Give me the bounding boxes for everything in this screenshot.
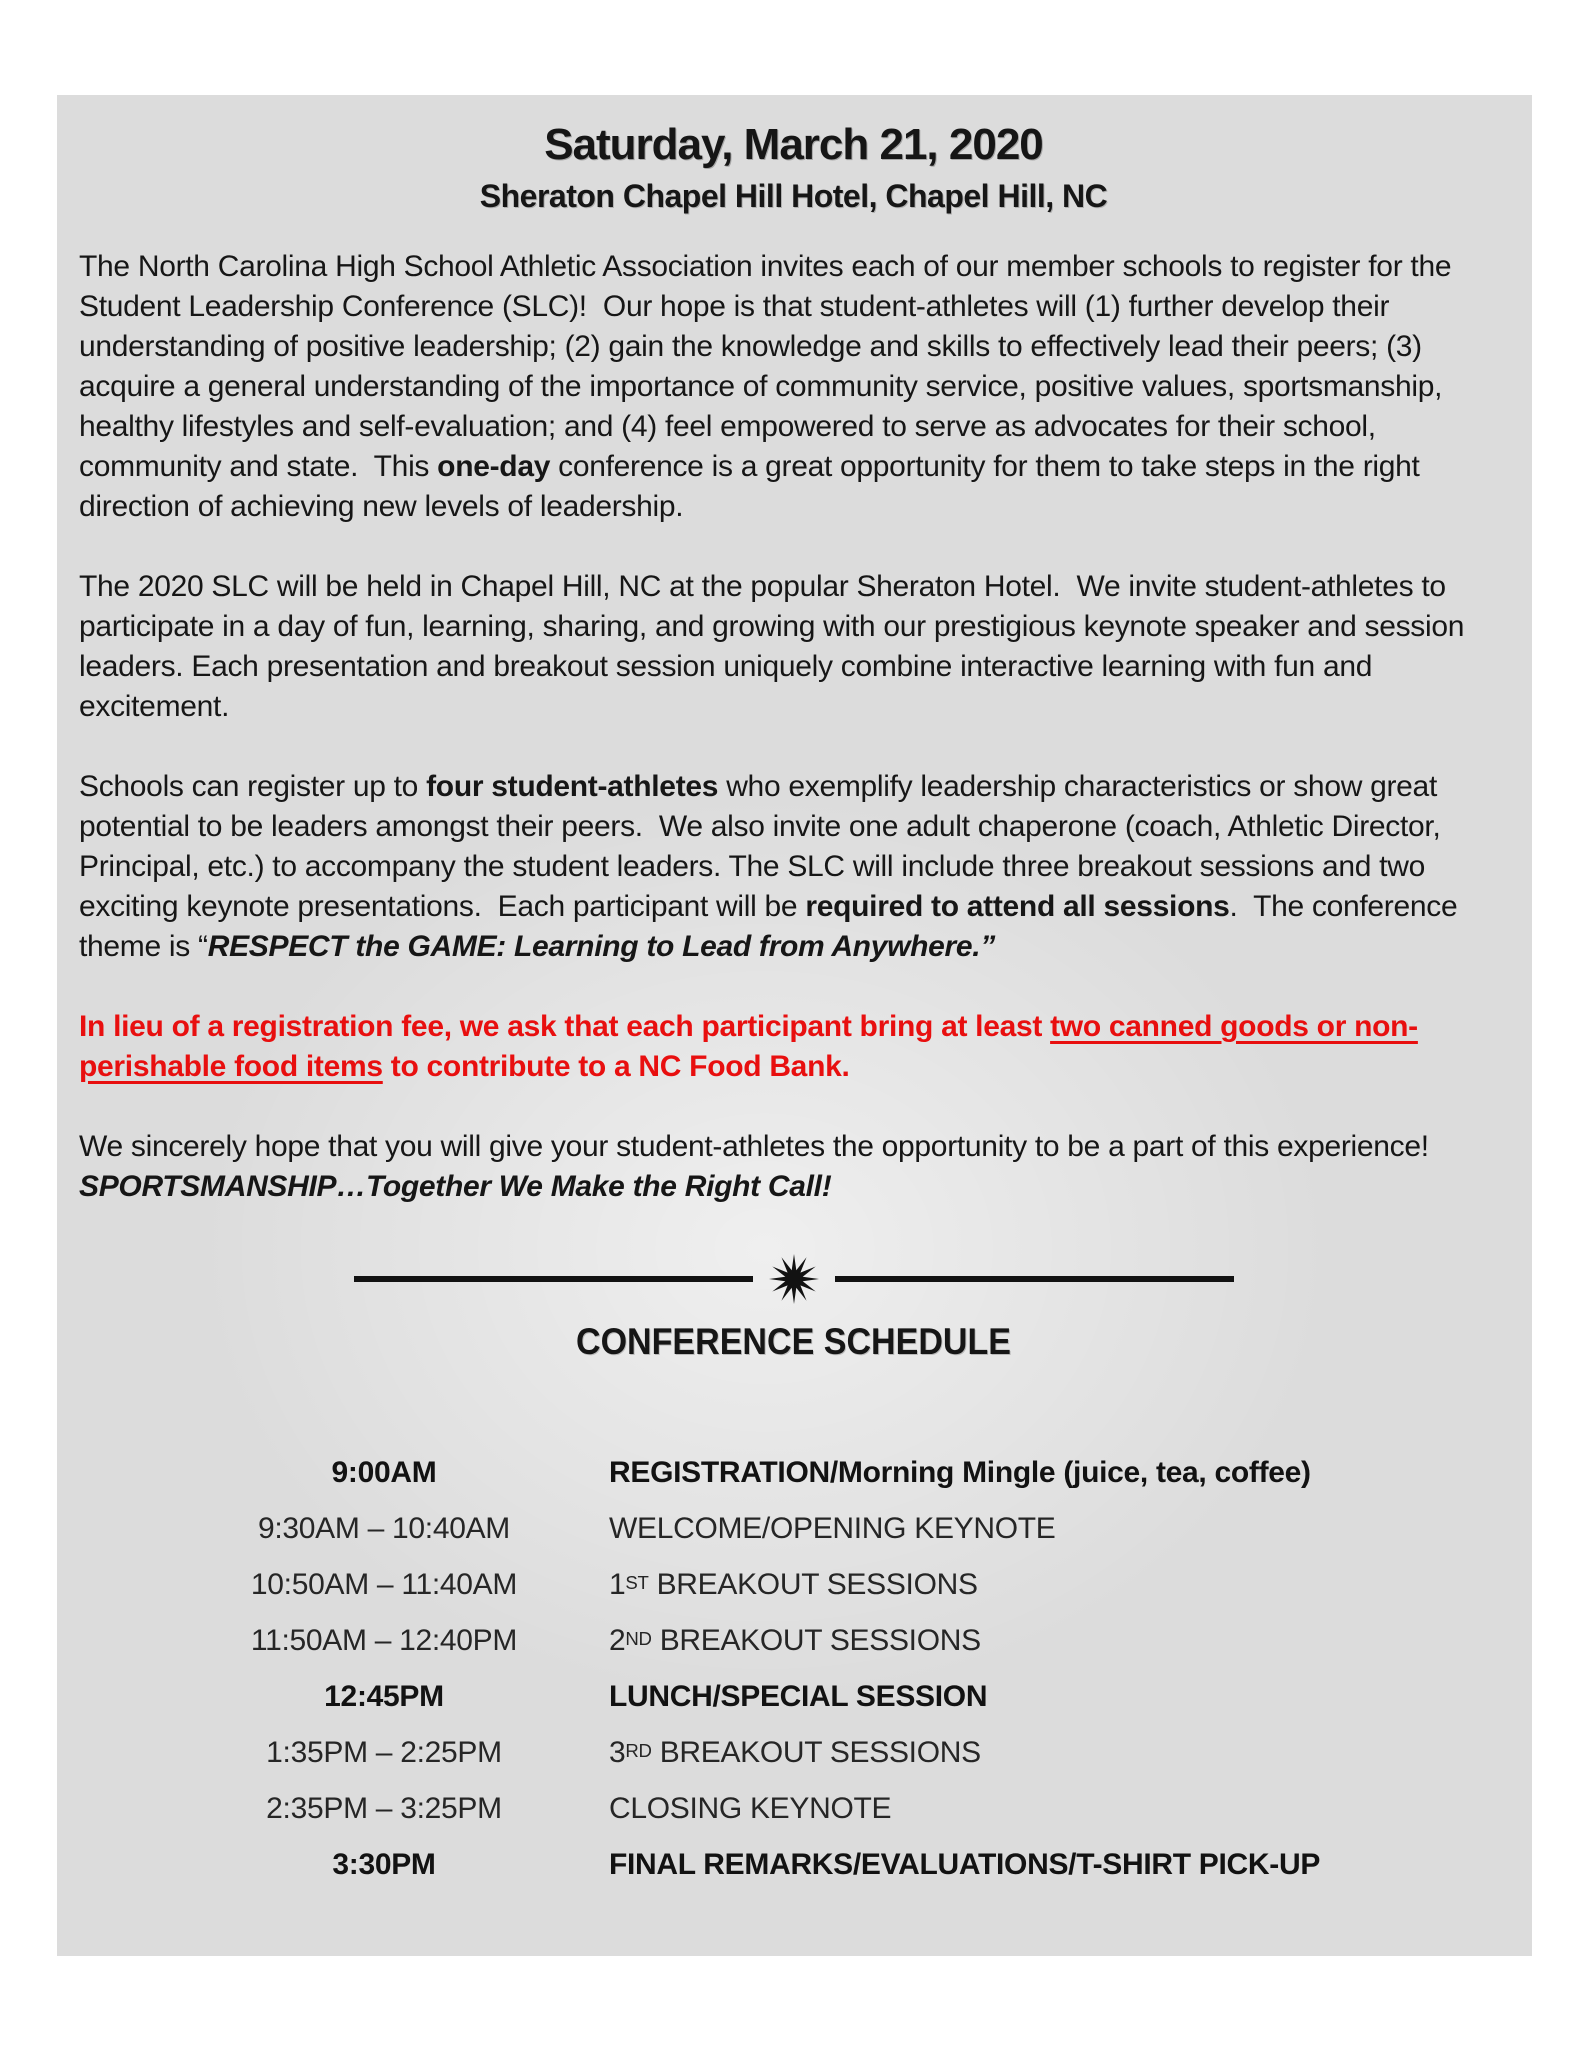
text-segment: one-day (437, 450, 551, 483)
text-segment: FINAL REMARKS/EVALUATIONS/T-SHIRT PICK-UP (609, 1848, 1321, 1881)
text-segment: 2 (609, 1624, 626, 1657)
body-paragraph (79, 567, 1508, 727)
schedule-row (79, 1845, 1508, 1884)
text-segment: required to attend all sessions (805, 890, 1230, 923)
text-segment: We sincerely hope that you will give your student-athletes the opportunity to be a part of this experience! (79, 1130, 1445, 1163)
text-segment: to contribute to a NC Food Bank. (382, 1050, 850, 1083)
schedule-description (609, 1789, 891, 1828)
schedule-row (79, 1677, 1508, 1716)
starburst-icon (768, 1253, 820, 1305)
text-segment: REGISTRATION/Morning Mingle (juice, tea, coffee) (609, 1456, 1311, 1489)
schedule-time: 11:50AM – 12:40PM (250, 1624, 518, 1657)
text-segment: BREAKOUT SESSIONS (648, 1568, 978, 1601)
text-segment: BREAKOUT SESSIONS (651, 1624, 981, 1657)
text-segment: RD (625, 1739, 652, 1761)
text-segment: BREAKOUT SESSIONS (651, 1736, 981, 1769)
text-segment: The 2020 SLC will be held in Chapel Hill, NC at the popular Sheraton Hotel. We invite student-athletes to participate in a day of fun, learning, sharing, and growing with our prestigious keynote speaker and session leaders. Each presentation and breakout session uniquely combine interactive learning with fun and excitement. (79, 570, 1473, 723)
text-segment: Schools can register up to (79, 770, 427, 803)
schedule-row (79, 1565, 1508, 1604)
body-paragraph (79, 767, 1508, 967)
schedule-description (609, 1453, 1311, 1492)
text-segment: LUNCH/SPECIAL SESSION (609, 1680, 988, 1713)
text-segment: ND (625, 1627, 652, 1649)
schedule-time: 10:50AM – 11:40AM (250, 1568, 518, 1601)
schedule-description (609, 1509, 1056, 1548)
schedule-time: 9:30AM – 10:40AM (257, 1512, 511, 1545)
schedule-heading: CONFERENCE SCHEDULE (575, 1321, 1011, 1362)
schedule-time: 12:45PM (324, 1680, 444, 1713)
divider-line-left (354, 1276, 753, 1282)
schedule-row (79, 1733, 1508, 1772)
text-segment: two canned goods or non-perishable food items (79, 1010, 1418, 1083)
section-divider (354, 1253, 1234, 1305)
schedule-description (609, 1733, 981, 1772)
schedule-description (609, 1845, 1320, 1884)
schedule-description (609, 1677, 987, 1716)
schedule-time: 2:35PM – 3:25PM (266, 1792, 502, 1825)
body-paragraph (79, 1127, 1508, 1207)
body-copy (79, 247, 1508, 1207)
schedule-row (79, 1509, 1508, 1548)
schedule-row (79, 1789, 1508, 1828)
text-segment: . The conference theme is “ (79, 890, 1466, 963)
document-subtitle: Sheraton Chapel Hill Hotel, Chapel Hill, NC (479, 178, 1108, 214)
text-segment: In lieu of a registration fee, we ask that each participant bring at least (79, 1010, 1051, 1043)
schedule-row (79, 1621, 1508, 1660)
schedule-list (79, 1453, 1508, 1884)
text-segment: CLOSING KEYNOTE (609, 1792, 892, 1825)
schedule-time: 3:30PM (332, 1848, 436, 1881)
document-title: Saturday, March 21, 2020 (544, 120, 1043, 169)
schedule-description (609, 1621, 981, 1660)
text-segment: SPORTSMANSHIP…Together We Make the Right Call! (79, 1170, 832, 1203)
text-segment: 1 (609, 1568, 626, 1601)
text-segment: who exemplify leadership characteristics or show great potential to be leaders amongst their peers. We also invite one adult chaperone (coach, Athletic Director, Principal, etc.) to accompany the student leaders. The SLC will include three breakout sessions and two exciting keynote presentations. Each participant will be (79, 770, 1449, 923)
schedule-time: 1:35PM – 2:25PM (266, 1736, 502, 1769)
text-segment: conference is a great opportunity for them to take steps in the right direction of achieving new levels of leadership. (79, 450, 1428, 523)
text-segment: WELCOME/OPENING KEYNOTE (609, 1512, 1056, 1545)
text-segment: ST (625, 1571, 649, 1593)
schedule-time: 9:00AM (331, 1456, 437, 1489)
text-segment: RESPECT the GAME: Learning to Lead from Anywhere.” (207, 930, 996, 963)
body-paragraph (79, 247, 1508, 527)
divider-line-right (835, 1276, 1234, 1282)
text-segment: four student-athletes (426, 770, 719, 803)
registration-fee-alert (79, 1007, 1508, 1087)
text-segment: The North Carolina High School Athletic Association invites each of our member schools to register for the Student Leadership Conference (SLC)! Our hope is that student-athletes will (1) further develop their understanding of positive leadership; (2) gain the knowledge and skills to effectively lead their peers; (3) acquire a general understanding of the importance of community service, positive values, sportsmanship, healthy lifestyles and self-evaluation; and (4) feel empowered to serve as advocates for their school, community and state. This (79, 250, 1460, 483)
text-segment: 3 (609, 1736, 626, 1769)
schedule-row (79, 1453, 1508, 1492)
document-page (57, 95, 1532, 1956)
schedule-description (609, 1565, 978, 1604)
